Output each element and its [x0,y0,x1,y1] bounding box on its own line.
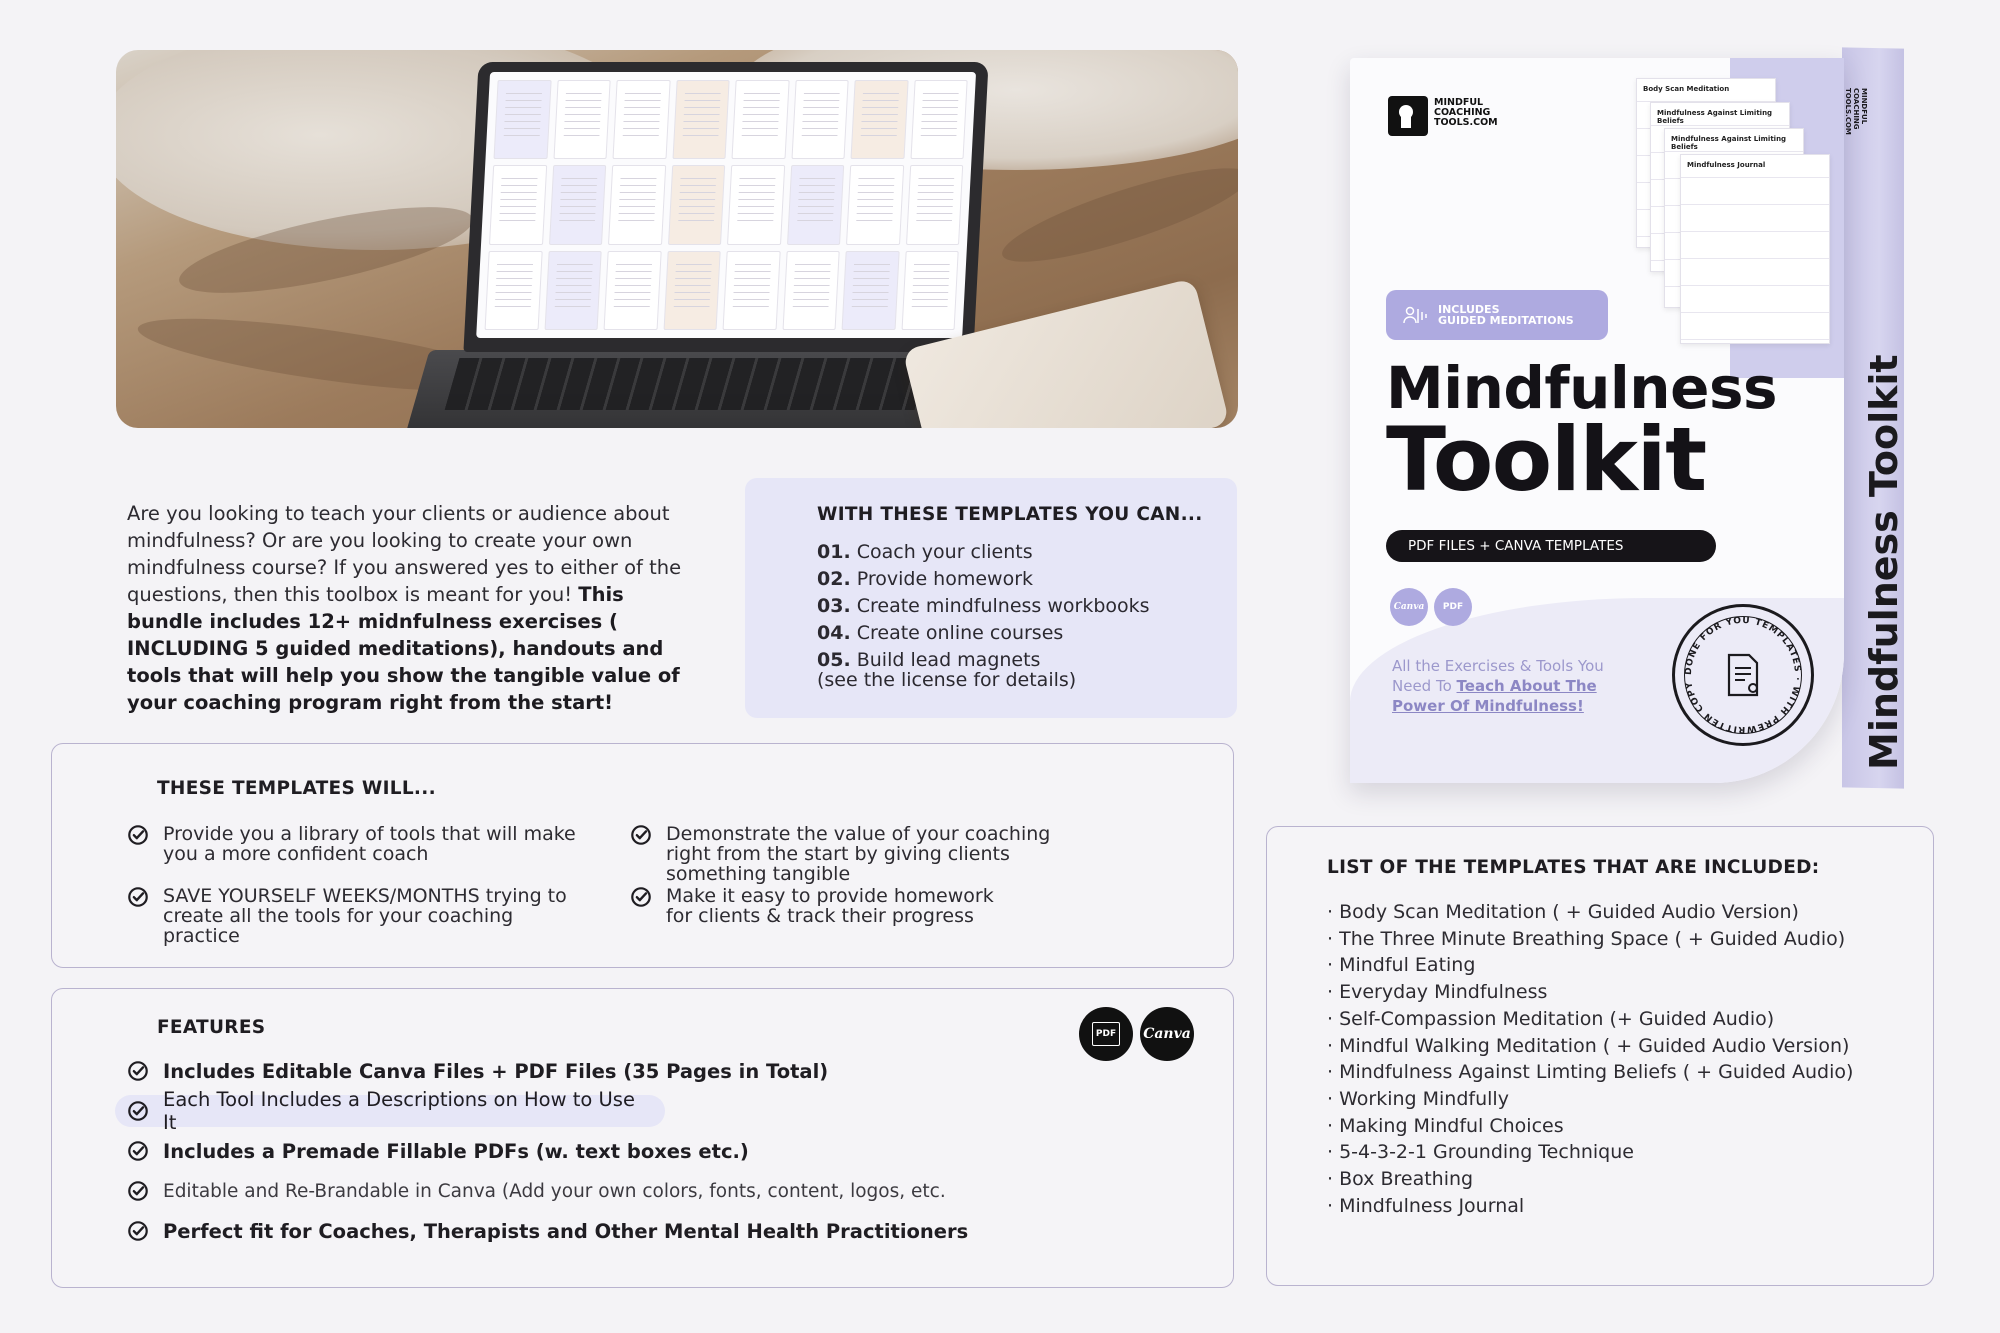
fabric-fold [995,151,1238,279]
intro-bold-text: This bundle includes 12+ midnfulness exercises ( INCLUDING 5 guided meditations), handouts and tools that will help you show the tangible value of your coaching program right from the start! [127,583,680,714]
template-name: Working Mindfully [1339,1087,1509,1110]
item-number: 01. [817,541,851,563]
check-circle-icon [630,886,652,908]
templates-can-title: WITH THESE TEMPLATES YOU CAN... [817,504,1203,525]
page-thumbnail [663,251,721,330]
hero-photo [116,50,1238,428]
seal-ring-text [1675,607,1811,743]
page-thumbnail [901,251,959,330]
item-number: 04. [817,622,851,644]
template-name: 5-4-3-2-1 Grounding Technique [1339,1141,1634,1164]
canva-logo-icon [1140,1007,1194,1061]
included-templates-title: LIST OF THE TEMPLATES THAT ARE INCLUDED: [1327,857,1820,878]
tagline-bold: Teach About The Power Of Mindfulness! [1392,677,1597,715]
benefit-item [127,824,593,864]
document-title: Mindfulness Journal [1687,161,1766,169]
page-thumbnail [727,165,785,244]
svg-text:DONE FOR YOU TEMPLATES · WITH: DONE FOR YOU TEMPLATES · WITH PREWRITTEN COPY [1683,615,1803,735]
feature-text: Editable and Re-Brandable in Canva (Add your own colors, fonts, content, logos, etc. [163,1180,946,1202]
page-thumbnail [485,251,543,330]
page-thumbnail [668,165,726,244]
benefit-text: Demonstrate the value of your coaching right from the start by giving clients something tangible [666,823,1051,885]
side-logo [1844,88,1868,135]
feature-item-highlighted [115,1088,665,1134]
product-title-line1: Mindfulness [1386,354,1777,422]
page-thumbnail [791,80,849,159]
feature-text: Includes Editable Canva Files + PDF Files (35 Pages in Total) [163,1059,829,1083]
page-thumbnail [604,251,662,330]
page-thumbnail [723,251,781,330]
intro-text: Are you looking to teach your clients or audience about mindfulness? Or are you looking to create your own mindfulness course? If you answered yes to either of the questions, then this toolbox is meant for you! [127,502,682,606]
page-thumbnail [612,80,670,159]
feature-text: Includes a Premade Fillable PDFs (w. text boxes etc.) [163,1139,749,1163]
page-thumbnail [549,165,607,244]
list-item [817,593,1207,620]
template-name: Everyday Mindfulness [1339,981,1548,1004]
intro-paragraph [127,500,687,716]
logo-text-line: COACHING [1852,88,1860,130]
page-thumbnail [842,251,900,330]
features-panel [51,988,1234,1288]
benefit-text: Make it easy to provide homework for clients & track their progress [666,885,994,927]
logo-text-line: COACHING [1434,107,1491,118]
check-circle-icon [127,1180,149,1202]
formats-pill: PDF FILES + CANVA TEMPLATES [1386,530,1716,562]
item-text: Create online courses [856,622,1064,644]
badge-line: GUIDED MEDITATIONS [1438,314,1574,327]
list-item: · Everyday Mindfulness [1327,981,1548,1004]
template-name: The Three Minute Breathing Space ( + Guided Audio) [1339,927,1846,950]
template-name: Self-Compassion Meditation (+ Guided Audio) [1339,1007,1775,1030]
guided-meditations-badge [1386,290,1608,340]
feature-item [127,1215,1127,1247]
templates-can-box [745,478,1237,718]
document-title: Body Scan Meditation [1643,85,1730,93]
list-item [817,566,1207,593]
check-circle-icon [630,824,652,846]
feature-item [127,1135,1127,1167]
list-item: · Body Scan Meditation ( + Guided Audio Version) [1327,901,1799,923]
list-item [817,620,1207,647]
logo-text-line: TOOLS.COM [1434,117,1498,128]
item-text: Create mindfulness workbooks [856,595,1150,617]
feature-item [127,1055,1127,1087]
logo-text-line: MINDFUL [1434,97,1484,108]
document-title: Mindfulness Against Limiting Beliefs [1657,109,1773,125]
brand-logo-icon [1388,96,1428,136]
features-title: FEATURES [157,1017,266,1038]
product-box-front [1350,58,1844,783]
canva-icon-label: Canva [1393,602,1425,612]
templates-will-title: THESE TEMPLATES WILL... [157,778,436,799]
list-item: · Self-Compassion Meditation (+ Guided Audio) [1327,1007,1775,1030]
template-name: Mindful Eating [1339,954,1476,977]
included-templates-panel [1266,826,1934,1286]
list-item [817,539,1207,566]
page-thumbnail [910,80,968,159]
product-title-line2: Toolkit [1386,408,1706,511]
list-item: · Mindful Eating [1327,954,1476,977]
benefit-text: Provide you a library of tools that will make you a more confident coach [163,823,576,865]
brand-logo-text [1434,98,1524,128]
page-thumbnail [787,165,845,244]
template-name: Mindful Walking Meditation ( + Guided Audio Version) [1339,1034,1850,1057]
templates-will-panel [51,743,1234,968]
product-tagline [1392,656,1632,716]
list-item: · Box Breathing [1327,1168,1474,1191]
item-number: 05. [817,649,851,671]
page-thumbnail [489,165,547,244]
page-thumbnail [672,80,730,159]
check-circle-icon [127,1100,149,1122]
page-thumbnail [731,80,789,159]
features-list [127,1055,1127,1247]
item-text: Build lead magnets [856,649,1041,671]
list-item: · Mindful Walking Meditation ( + Guided Audio Version) [1327,1034,1850,1057]
page-thumbnail [544,251,602,330]
feature-text: Each Tool Includes a Descriptions on How to Use It [163,1088,635,1134]
canva-label: Canva [1143,1026,1191,1042]
list-item: · Mindfulness Against Limting Beliefs ( + Guided Audio) [1327,1061,1854,1084]
pdf-file-icon [1079,1007,1133,1061]
check-circle-icon [127,1220,149,1242]
item-number: 02. [817,568,851,590]
item-text: Coach your clients [856,541,1033,563]
template-name: Mindfulness Against Limting Beliefs ( + Guided Audio) [1339,1061,1854,1084]
pdf-label: PDF [1092,1022,1120,1046]
benefit-text: SAVE YOURSELF WEEKS/MONTHS trying to create all the tools for your coaching practice [163,885,567,947]
tagline-text: All the Exercises & Tools You Need To [1392,657,1604,695]
item-number: 03. [817,595,851,617]
laptop-keyboard [445,358,930,410]
pdf-icon [1434,588,1472,626]
template-pages-preview [476,72,976,338]
laptop-screen [463,62,988,352]
list-item: · The Three Minute Breathing Space ( + Guided Audio) [1327,927,1846,950]
list-item: · Mindfulness Journal [1327,1194,1525,1217]
benefit-item [127,886,593,946]
badge-line: INCLUDES [1438,303,1500,316]
item-text: Provide homework [856,568,1034,590]
page-thumbnail [850,80,908,159]
logo-text-line: MINDFUL [1860,88,1868,125]
people-icon [1402,305,1428,325]
page-thumbnail [493,80,551,159]
list-item: · Working Mindfully [1327,1087,1509,1110]
template-name: Body Scan Meditation ( + Guided Audio Version) [1339,901,1799,923]
template-name: Box Breathing [1339,1168,1474,1191]
document-preview [1680,154,1830,344]
check-circle-icon [127,824,149,846]
document-title: Mindfulness Against Limiting Beliefs [1671,135,1787,151]
feature-item [127,1175,1127,1207]
benefit-item [630,886,996,926]
feature-text: Perfect fit for Coaches, Therapists and Other Mental Health Practitioners [163,1219,969,1243]
page-thumbnail [608,165,666,244]
license-note: (see the license for details) [817,669,1077,691]
list-item: · 5-4-3-2-1 Grounding Technique [1327,1141,1634,1164]
logo-text-line: TOOLS.COM [1844,88,1852,135]
done-for-you-seal [1672,604,1814,746]
side-title: Mindfulness Toolkit [1862,354,1906,770]
list-item: · Making Mindful Choices [1327,1114,1564,1137]
included-templates-list [1327,899,1907,1219]
page-thumbnail [906,165,964,244]
canva-icon [1390,588,1428,626]
page-thumbnail [782,251,840,330]
check-circle-icon [127,1060,149,1082]
check-circle-icon [127,1140,149,1162]
pdf-icon-label: PDF [1442,602,1464,612]
check-circle-icon [127,886,149,908]
benefit-item [630,824,1096,884]
page-thumbnail [846,165,904,244]
template-name: Making Mindful Choices [1339,1114,1564,1137]
page-thumbnail [553,80,611,159]
template-name: Mindfulness Journal [1339,1194,1525,1217]
